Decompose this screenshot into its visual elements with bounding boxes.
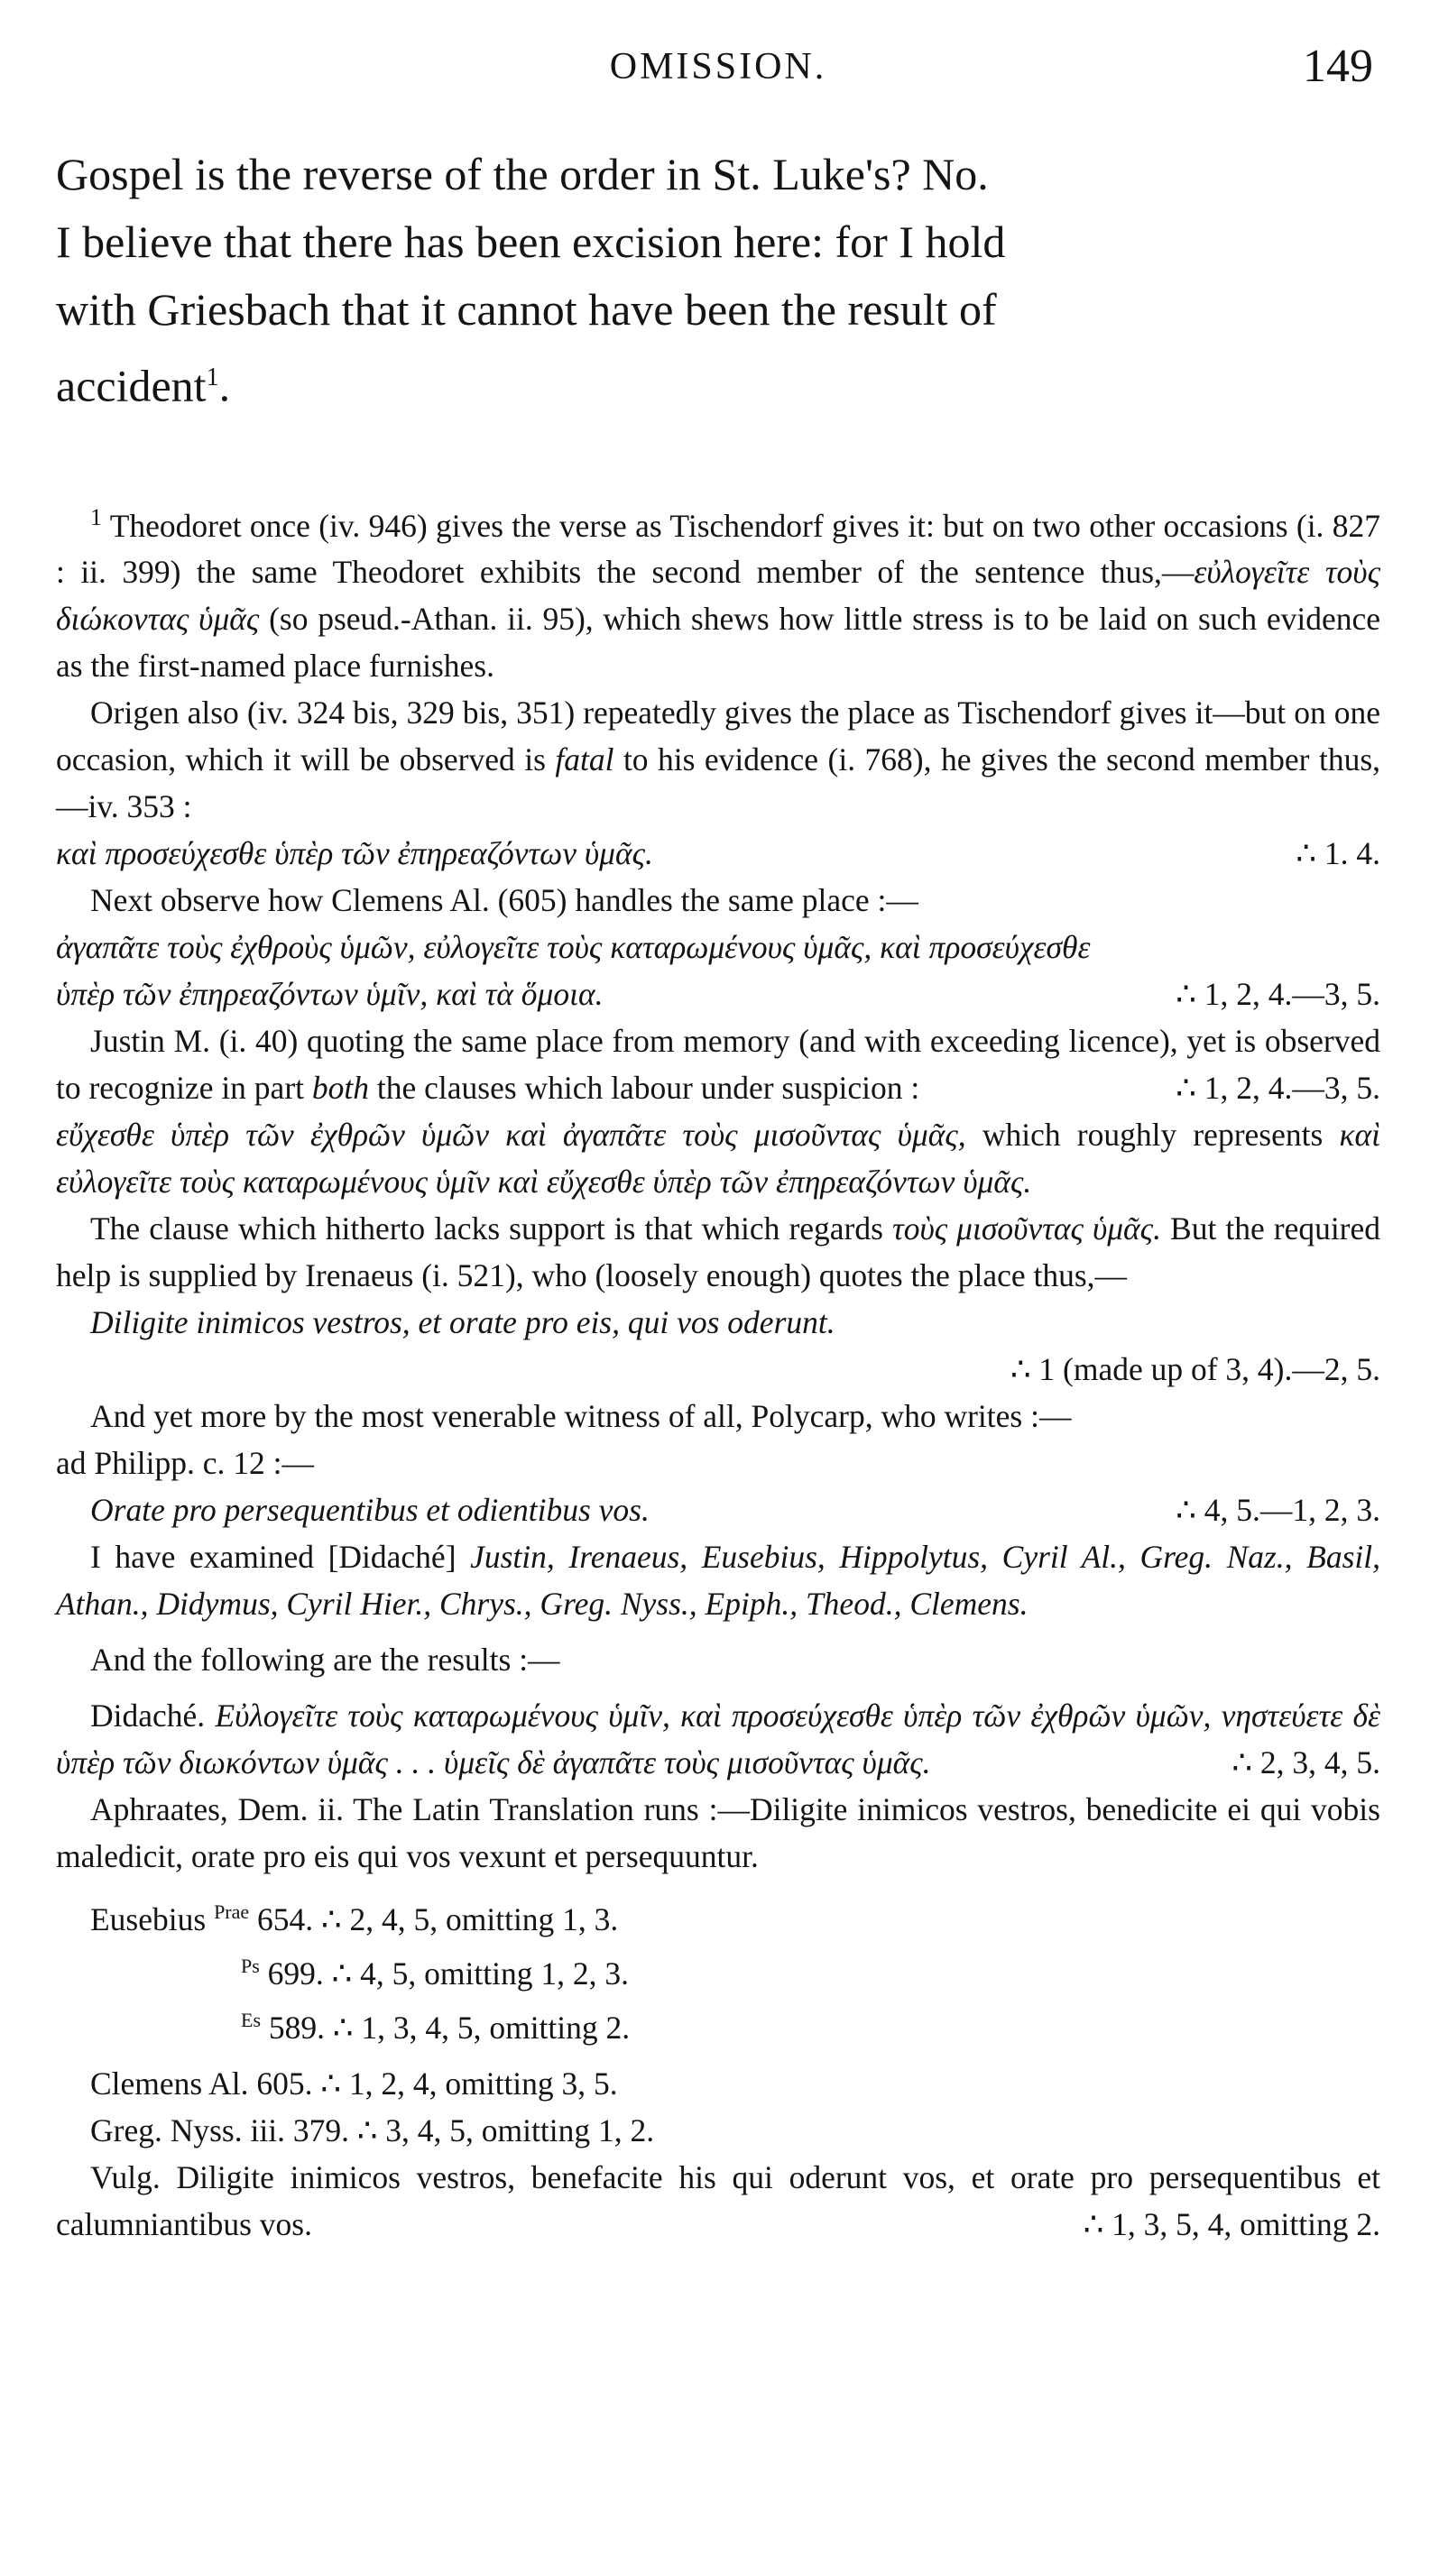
work-abbrev: Prae: [214, 1900, 250, 1924]
authority-list: Justin, Irenaeus, Eusebius, Hippolytus, Cyril Al., Greg. Naz., Basil, Athan., Didymus, Cyril Hier., Chrys., Greg. Nyss., Epiph., Theod., Clemens.: [56, 1539, 1380, 1623]
body-line: with Griesbach that it cannot have been the result of: [56, 284, 997, 335]
fn-text: But the required help is supplied by Irenaeus (i. 521), who (loosely enough) quotes the place thus,—: [56, 1210, 1381, 1294]
reference-line: [56, 1739, 1380, 1786]
footnote: [56, 494, 1380, 2248]
greek-quote: εὐλογεῖτε τοὺς διώκοντας ὑμᾶς: [56, 554, 1380, 638]
clause-reference: ∴ 1 (made up of 3, 4).—2, 5.: [1010, 1351, 1380, 1388]
fn-text: ad Philipp. c. 12 :—: [56, 1445, 314, 1482]
fn-text: 654. ∴ 2, 4, 5, omitting 1, 3.: [257, 1901, 619, 1938]
body-line-text: accident: [56, 360, 207, 411]
witness-label: Didaché.: [90, 1697, 206, 1734]
fn-text: the clauses which labour under suspicion :: [376, 1070, 920, 1107]
fn-text: 699. ∴ 4, 5, omitting 1, 2, 3.: [267, 1955, 629, 1992]
fn-text: Justin M. (i. 40) quoting the same place from memory (and with exceeding licence), yet is observed to recognize in part: [56, 1023, 1380, 1107]
fn-text: (so pseud.-Athan. ii. 95), which shews how little stress is to be laid on such evidence as the first-named place furnishes.: [56, 601, 1381, 685]
page: [56, 40, 1380, 2248]
page-number: 149: [1303, 41, 1373, 92]
clemens-line: Clemens Al. 605. ∴ 1, 2, 4, omitting 3, 5.: [90, 2065, 618, 2102]
emphasis: fatal: [555, 741, 614, 778]
greek-quote: ὑπὲρ τῶν ἐπηρεαζόντων ὑμῖν, καὶ τὰ ὅμοια.: [56, 976, 604, 1013]
footnote-paragraph-examined: [56, 1533, 1380, 1627]
clause-reference: ∴ 1, 2, 4.—3, 5.: [1176, 976, 1380, 1013]
latin-quote: Orate pro persequentibus et odientibus vos.: [90, 1492, 650, 1529]
header-title: OMISSION.: [609, 46, 827, 87]
quote-line: [56, 971, 1380, 1017]
footnote-paragraph-origen: [56, 689, 1380, 830]
body-line: [56, 344, 1380, 420]
fn-text: which roughly represents: [982, 1117, 1324, 1154]
footnote-paragraph-vulgate: Vulg. Diligite inimicos vestros, benefacite his qui oderunt vos, et orate pro persequentibus et calumniantibus vos.: [56, 2158, 1380, 2242]
footnote-paragraph-clemens: Next observe how Clemens Al. (605) handles the same place :—: [90, 882, 918, 919]
footnote-reference: 1: [206, 363, 219, 391]
work-abbrev: Es: [241, 2009, 261, 2032]
emphasis: both: [311, 1070, 370, 1107]
greek-quote: ἀγαπᾶτε τοὺς ἐχθροὺς ὑμῶν, εὐλογεῖτε τοὺς καταρωμένους ὑμᾶς, καὶ προσεύχεσθε: [56, 929, 1091, 966]
body-line: I believe that there has been excision here: for I hold: [56, 216, 1006, 267]
fn-text: Origen also (iv. 324 bis, 329 bis, 351) repeatedly gives the place as Tischendorf gives it—but on one occasion, which it will be observed is: [56, 695, 1380, 778]
clause-reference: ∴ 1, 3, 5, 4, omitting 2.: [1083, 2205, 1380, 2242]
footnote-paragraph-theodoret: [56, 494, 1380, 690]
greek-quote: Εὐλογεῖτε τοὺς καταρωμένους ὑμῖν, καὶ προσεύχεσθε ὑπὲρ τῶν ἐχθρῶν ὑμῶν, νηστεύετε δὲ ὑπὲρ τῶν διωκόντων ὑμᾶς . . . ὑμεῖς δὲ ἀγαπᾶτε τοὺς μισοῦντας ὑμᾶς.: [56, 1697, 1381, 1781]
fn-text: Theodoret once (iv. 946) gives the verse as Tischendorf gives it: but on two other occasions (i. 827 : ii. 399) the same Theodoret exhibits the second member of the sentence thus,—: [56, 507, 1381, 591]
results-intro: And the following are the results :—: [90, 1642, 560, 1679]
clause-reference: ∴ 4, 5.—1, 2, 3.: [1176, 1492, 1380, 1529]
fn-text: to his evidence (i. 768), he gives the second member thus,—iv. 353 :: [56, 741, 1381, 825]
eusebius-line: [56, 1943, 1380, 1997]
eusebius-line: [56, 1997, 1380, 2051]
footnote-marker: 1: [90, 503, 102, 530]
body-line-period: .: [218, 360, 231, 411]
body-line: Gospel is the reverse of the order in St. Luke's? No.: [56, 149, 989, 199]
running-header: [56, 40, 1380, 110]
greek-quote: καὶ προσεύχεσθε ὑπὲρ τῶν ἐπηρεαζόντων ὑμᾶς.: [56, 835, 653, 872]
greek-quote: τοὺς μισοῦντας ὑμᾶς.: [891, 1210, 1161, 1247]
main-text: [56, 141, 1380, 420]
reference-line: [56, 2201, 1380, 2248]
work-abbrev: Ps: [241, 1955, 260, 1978]
clause-reference: ∴ 2, 3, 4, 5.: [1231, 1744, 1380, 1781]
eusebius-line: [56, 1889, 1380, 1943]
greg-nyss-line: Greg. Nyss. iii. 379. ∴ 3, 4, 5, omitting 1, 2.: [90, 2111, 655, 2148]
latin-quote: Diligite inimicos vestros, et orate pro eis, qui vos oderunt.: [90, 1304, 835, 1341]
quote-line: [56, 1486, 1380, 1533]
reference-line: [56, 1064, 1380, 1111]
greek-quote: καὶ εὐλογεῖτε τοὺς καταρωμένους ὑμῖν καὶ εὔχεσθε ὑπὲρ τῶν ἐπηρεαζόντων ὑμᾶς.: [56, 1117, 1380, 1201]
reference-line: [56, 1346, 1380, 1393]
footnote-paragraph-irenaeus: [56, 1205, 1380, 1299]
footnote-paragraph-aphraates: Aphraates, Dem. ii. The Latin Translation runs :—Diligite inimicos vestros, benedicite ei qui vobis maledicit, orate pro eis qui vos vexunt et persequuntur.: [56, 1791, 1380, 1875]
witness-label: Eusebius: [90, 1901, 207, 1938]
greek-quote: εὔχεσθε ὑπὲρ τῶν ἐχθρῶν ὑμῶν καὶ ἀγαπᾶτε τοὺς μισοῦντας ὑμᾶς,: [56, 1117, 966, 1154]
clause-reference: ∴ 1, 2, 4.—3, 5.: [1176, 1070, 1380, 1107]
clause-reference: ∴ 1. 4.: [1296, 835, 1380, 872]
fn-text: I have examined [Didaché]: [90, 1539, 457, 1576]
fn-text: The clause which hitherto lacks support is that which regards: [90, 1210, 883, 1247]
fn-text: 589. ∴ 1, 3, 4, 5, omitting 2.: [268, 2009, 631, 2046]
quote-line: [56, 830, 1380, 877]
footnote-paragraph-justin-quote: [56, 1111, 1380, 1205]
footnote-paragraph-polycarp: And yet more by the most venerable witness of all, Polycarp, who writes :—: [90, 1398, 1072, 1435]
